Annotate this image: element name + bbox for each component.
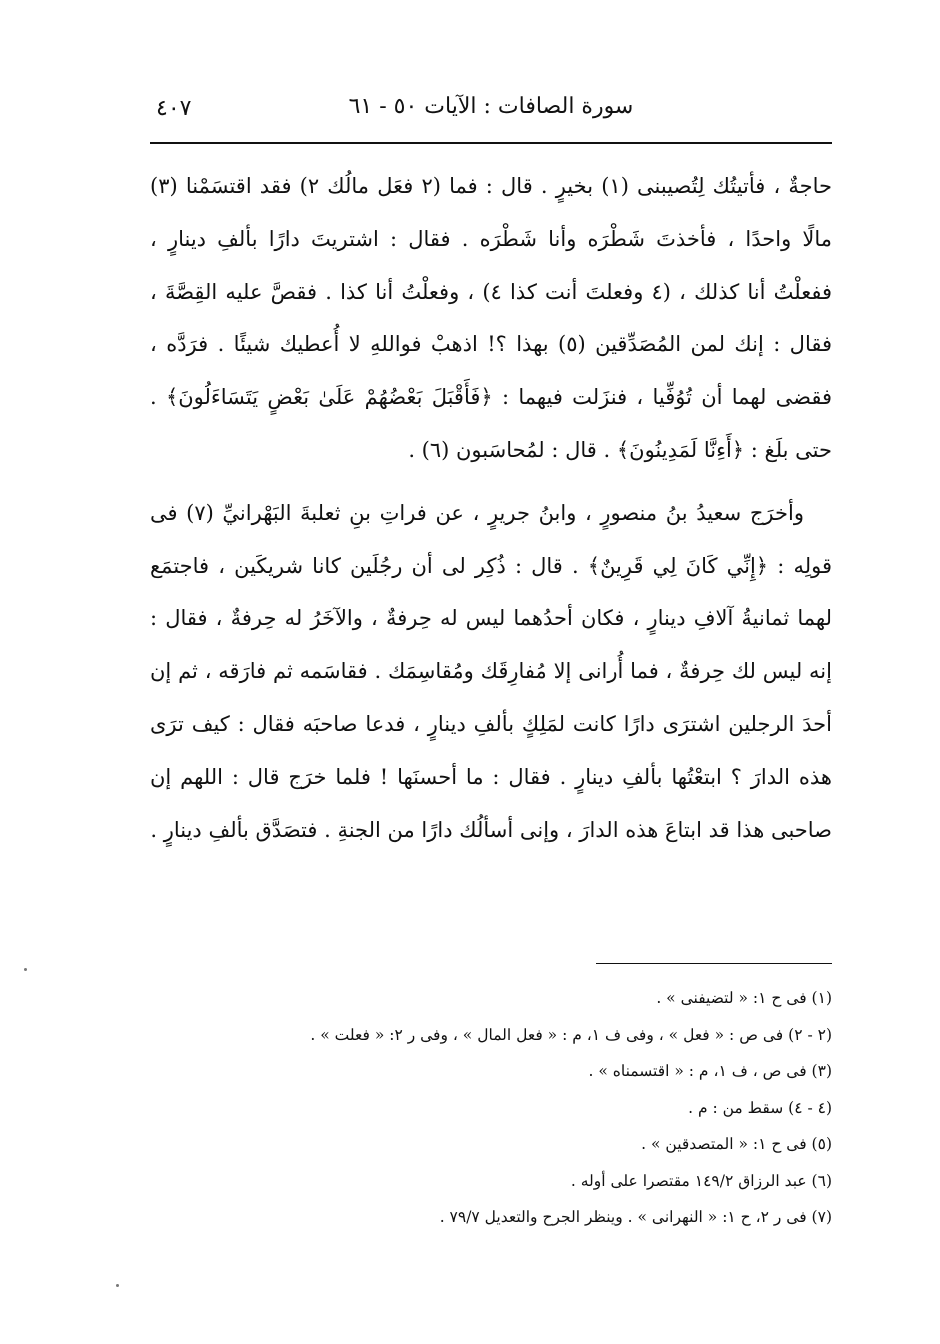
scan-speck [24,968,27,971]
footnotes [150,980,832,1236]
footnote-7: (٧) فى ر ٢، ح ١: « النهرانى » . وينظر الجرح والتعديل ٧٩/٧ . [439,1208,832,1226]
page-header [150,92,832,132]
footnote-5: (٥) فى ح ١: « المتصدقين » . [641,1135,832,1153]
header-rule [150,142,832,144]
footnote-4: (٤ - ٤) سقط من : م . [688,1098,832,1117]
main-text [150,160,832,856]
footnote-3: (٣) فى ص ، ف ١، م : « اقتسمناه » . [588,1062,832,1080]
paragraph-2: وأخرَج سعيدُ بنُ منصورٍ ، وابنُ جريرٍ ، عن فراتِ بنِ ثعلبةَ البَهْرانيِّ (٧) فى قولِه : ﴿إِنِّي كَانَ لِي قَرِينٌ﴾ . قال : ذُكِر لى أن رجُلَين كانا شريكَين ، فاجتمَع لهما ثمانيةُ آلافِ دينارٍ ، فكان أحدُهما ليس له حِرفةٌ ، والآخَرُ له حِرفةٌ ، فقال : إنه ليس لك حِرفةٌ ، فما أُرانى إلا مُفارِقَك ومُقاسِمَك . فقاسَمه ثم فارَقه ، ثم إن أحدَ الرجلين اشترَى دارًا كانت لمَلِكٍ بألفِ دينارٍ ، فدعا صاحبَه فقال : كيف ترَى هذه الدارَ ؟ ابتعْتُها بألفِ دينارٍ . فقال : ما أحسنَها ! فلما خرَج قال : اللهم إن صاحبى هذا قد ابتاعَ هذه الدارَ ، وإنى أسألُك دارًا من الجنةِ . فتصَدَّق بألفِ دينارٍ . [150,500,832,842]
footnote-6: (٦) عبد الرزاق ١٤٩/٢ مقتصرا على أوله . [570,1171,832,1190]
page-number: ٤٠٧ [156,96,192,121]
footnote-rule [596,963,832,964]
running-title: سورة الصافات : الآيات ٥٠ - ٦١ [348,94,634,119]
footnote-2: (٢ - ٢) فى ص : « فعل » ، وفى ف ١، م : « فعل المال » ، وفى ر ٢: « فعلت » . [310,1025,832,1044]
scan-speck [116,1284,119,1287]
paragraph-1: حاجةٌ ، فأتيتُك لِتُصيبنى (١) بخيرٍ . قال : فما (٢ فعَل مالُك ٢) فقد اقتسَمْنا (٣) مالًا واحدًا ، فأخذتَ شَطْرَه وأنا شَطْرَه . فقال : اشتريتَ دارًا بألفِ دينارٍ ، ففعلْتُ أنا كذلك ، (٤ وفعلتَ أنت كذا ٤) ، وفعلْتُ أنا كذا . فقصَّ عليه القِصَّةَ ، فقال : إنك لمن المُصَدِّقين (٥) بهذا ؟! اذهبْ فواللهِ لا أُعطيك شيئًا . فرَدَّه ، فقضى لهما أن تُوُفِّيا ، فنزَلت فيهما : ﴿فَأَقْبَلَ بَعْضُهُمْ عَلَىٰ بَعْضٍ يَتَسَاءَلُونَ﴾ . حتى بلَغ : ﴿أَءِنَّا لَمَدِينُونَ﴾ . قال : لمُحاسَبون (٦) . [150,174,833,462]
footnote-1: (١) فى ح ١: « لتضيفنى » . [656,989,832,1007]
